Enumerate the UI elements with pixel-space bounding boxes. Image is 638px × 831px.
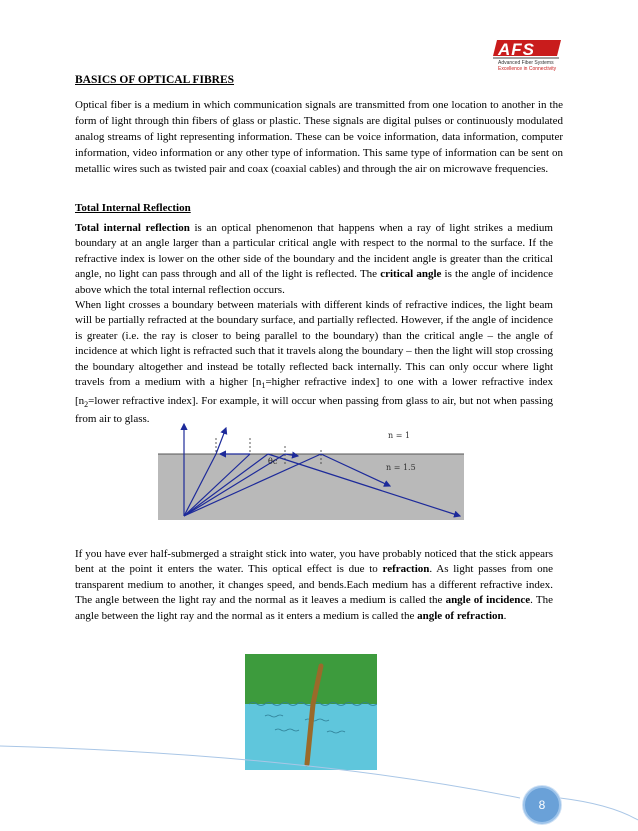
- refraction-paragraph: [75, 547, 553, 624]
- critical-angle-term: critical angle: [380, 268, 442, 281]
- boundary-text1: When light crosses a boundary between materials with different kinds of refractive indices, the light beam will be partially refracted at the boundary surface, and partially reflected. However, if the angle of incidence is greater (i.e. the ray is closer to being parallel to the boundary) than the critical angle – the angle of incidence at which light is refracted such that it travels along the boundary – then the light will stop crossing the boundary altogether and instead be totally reflected back internally. This can only occur where light travels from a medium with a higher [n: [75, 299, 553, 389]
- n-top-label: n = 1: [388, 431, 411, 440]
- refraction-text2: . As light passes from one transparent medium to another, it changes speed, and bends.Each medium has a different refractive index. The angle between the light ray and the normal as it leaves a medium is called the: [75, 563, 553, 607]
- boundary-text2: =higher refractive index] to one with a lower refractive index [n: [75, 376, 554, 407]
- refraction-text3: . The angle between the light ray and the normal as it enters a medium is called the: [75, 594, 553, 622]
- tir-paragraph: [75, 221, 553, 298]
- tir-term: Total internal reflection: [75, 222, 190, 234]
- logo-subtitle: Advanced Fiber Systems: [498, 60, 554, 66]
- critical-angle-label: θc: [268, 457, 278, 466]
- refraction-term: refraction: [382, 563, 430, 576]
- tir-text1: is an optical phenomenon that happens when a ray of light strikes a medium boundary at an angle larger than a particular critical angle with respect to the normal to the surface. If the refractive index is lower on the other side of the boundary and the incident angle is greater than the critical angle, no light can pass through and all of the light is reflected. The: [75, 222, 553, 281]
- logo-tagline: Excellence in Connectivity: [498, 66, 557, 72]
- n1-subscript: 1: [261, 381, 266, 391]
- tir-text2: is the angle of incidence above which the total internal reflection occurs.: [75, 268, 553, 296]
- tir-diagram: [158, 420, 464, 520]
- n2-subscript: 2: [84, 399, 89, 409]
- n-bottom-label: n = 1.5: [386, 463, 416, 472]
- refraction-text1: If you have ever half-submerged a straight stick into water, you have probably noticed that the stick appears bent at the point it enters the water. This optical effect is due to: [75, 548, 553, 576]
- refraction-text4: .: [503, 609, 507, 622]
- page-title: BASICS OF OPTICAL FIBRES: [75, 74, 235, 86]
- intro-paragraph: Optical fiber is a medium in which communication signals are transmitted from one location to another in the form of light through thin fibers of glass or plastic. These signals are digital pulses or continuously modulated analog streams of light representing information. These can be voice information, data information, computer information, video information or any other type of information. This same type of information can be sent on metallic wires such as twisted pair and coax (coaxial cables) and through the air on microwave frequencies.: [75, 99, 563, 175]
- boundary-text3: =lower refractive index]. For example, it will occur when passing from glass to air, but not when passing from air to glass.: [75, 394, 553, 426]
- boundary-paragraph: [75, 298, 553, 428]
- logo-text: AFS: [498, 40, 535, 59]
- angle-of-refraction-term: angle of refraction: [417, 609, 504, 622]
- section-heading: Total Internal Reflection: [75, 202, 191, 214]
- page-number: 8: [538, 798, 546, 812]
- page-number-badge: [523, 786, 561, 824]
- angle-of-incidence-term: angle of incidence: [445, 594, 531, 607]
